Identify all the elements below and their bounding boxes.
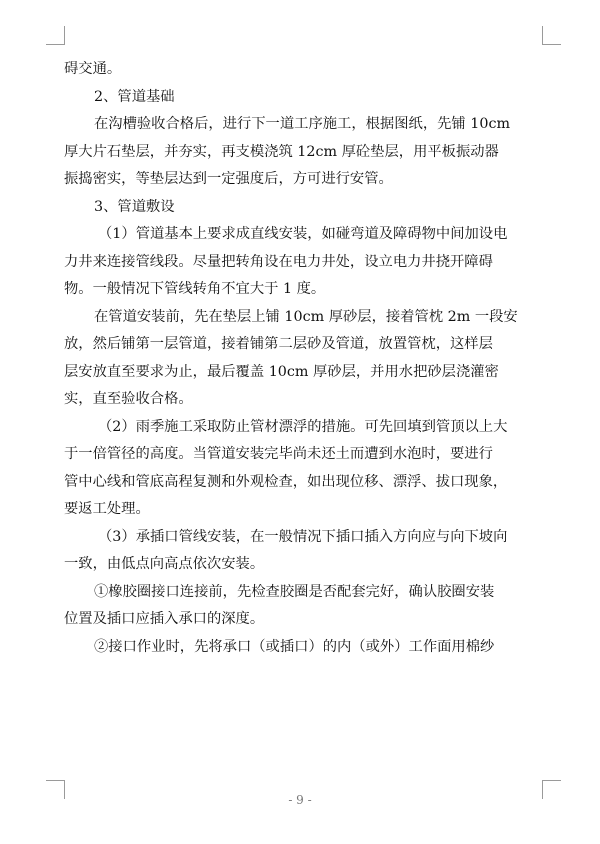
text-line: 位置及插口应插入承口的深度。 [64,611,265,627]
text-line: 碍交通。 [64,61,122,77]
text-line: 在管道安装前，先在垫层上铺 10cm 厚砂层，接着管枕 2m 一段安 [94,308,518,325]
text-line: 物。一般情况下管线转角不宜大于 1 度。 [64,281,326,297]
text-line: ②接口作业时，先将承口（或插口）的内（或外）工作面用棉纱 [94,638,495,655]
page-number: - 9 - [288,793,312,807]
text-line: （2）雨季施工采取防止管材漂浮的措施。可先回填到管顶以上大 [98,418,508,435]
text-line: ①橡胶圈接口连接前，先检查胶圈是否配套完好，确认胶圈安装 [94,583,495,600]
document-body [64,56,544,661]
crop-mark-top-right [542,26,561,45]
text-line: （3）承插口管线安装，在一般情况下插口插入方向应与向下坡向 [98,528,508,545]
section-heading: 2、管道基础 [94,88,175,105]
text-line: 力井来连接管线段。尽量把转角设在电力井处，设立电力井挠开障碍 [64,253,493,270]
text-line: 振捣密实，等垫层达到一定强度后，方可进行安管。 [64,171,393,187]
text-line: （1）管道基本上要求成直线安装，如碰弯道及障碍物中间加设电 [98,226,508,242]
text-line: 于一倍管径的高度。当管道安装完毕尚未还土而遭到水泡时，要进行 [64,446,493,462]
text-line: 管中心线和管底高程复测和外观检查，如出现位移、漂浮、拔口现象， [64,473,508,490]
text-line: 实，直至验收合格。 [64,391,193,407]
text-line: 在沟槽验收合格后，进行下一道工序施工，根据图纸，先铺 10cm [94,116,511,132]
text-line: 要返工处理。 [64,501,150,517]
text-line: 放，然后铺第一层管道，接着铺第二层砂及管道，放置管枕，这样层 [64,336,493,352]
text-line: 一致，由低点向高点依次安装。 [64,556,265,572]
crop-mark-top-left [46,26,65,45]
section-heading: 3、管道敷设 [94,198,175,215]
text-line: 层安放直至要求为止，最后覆盖 10cm 厚砂层，并用水把砂层浇灌密 [64,363,499,380]
text-line: 厚大片石垫层，并夯实，再支模浇筑 12cm 厚砼垫层，用平板振动器 [64,143,499,160]
